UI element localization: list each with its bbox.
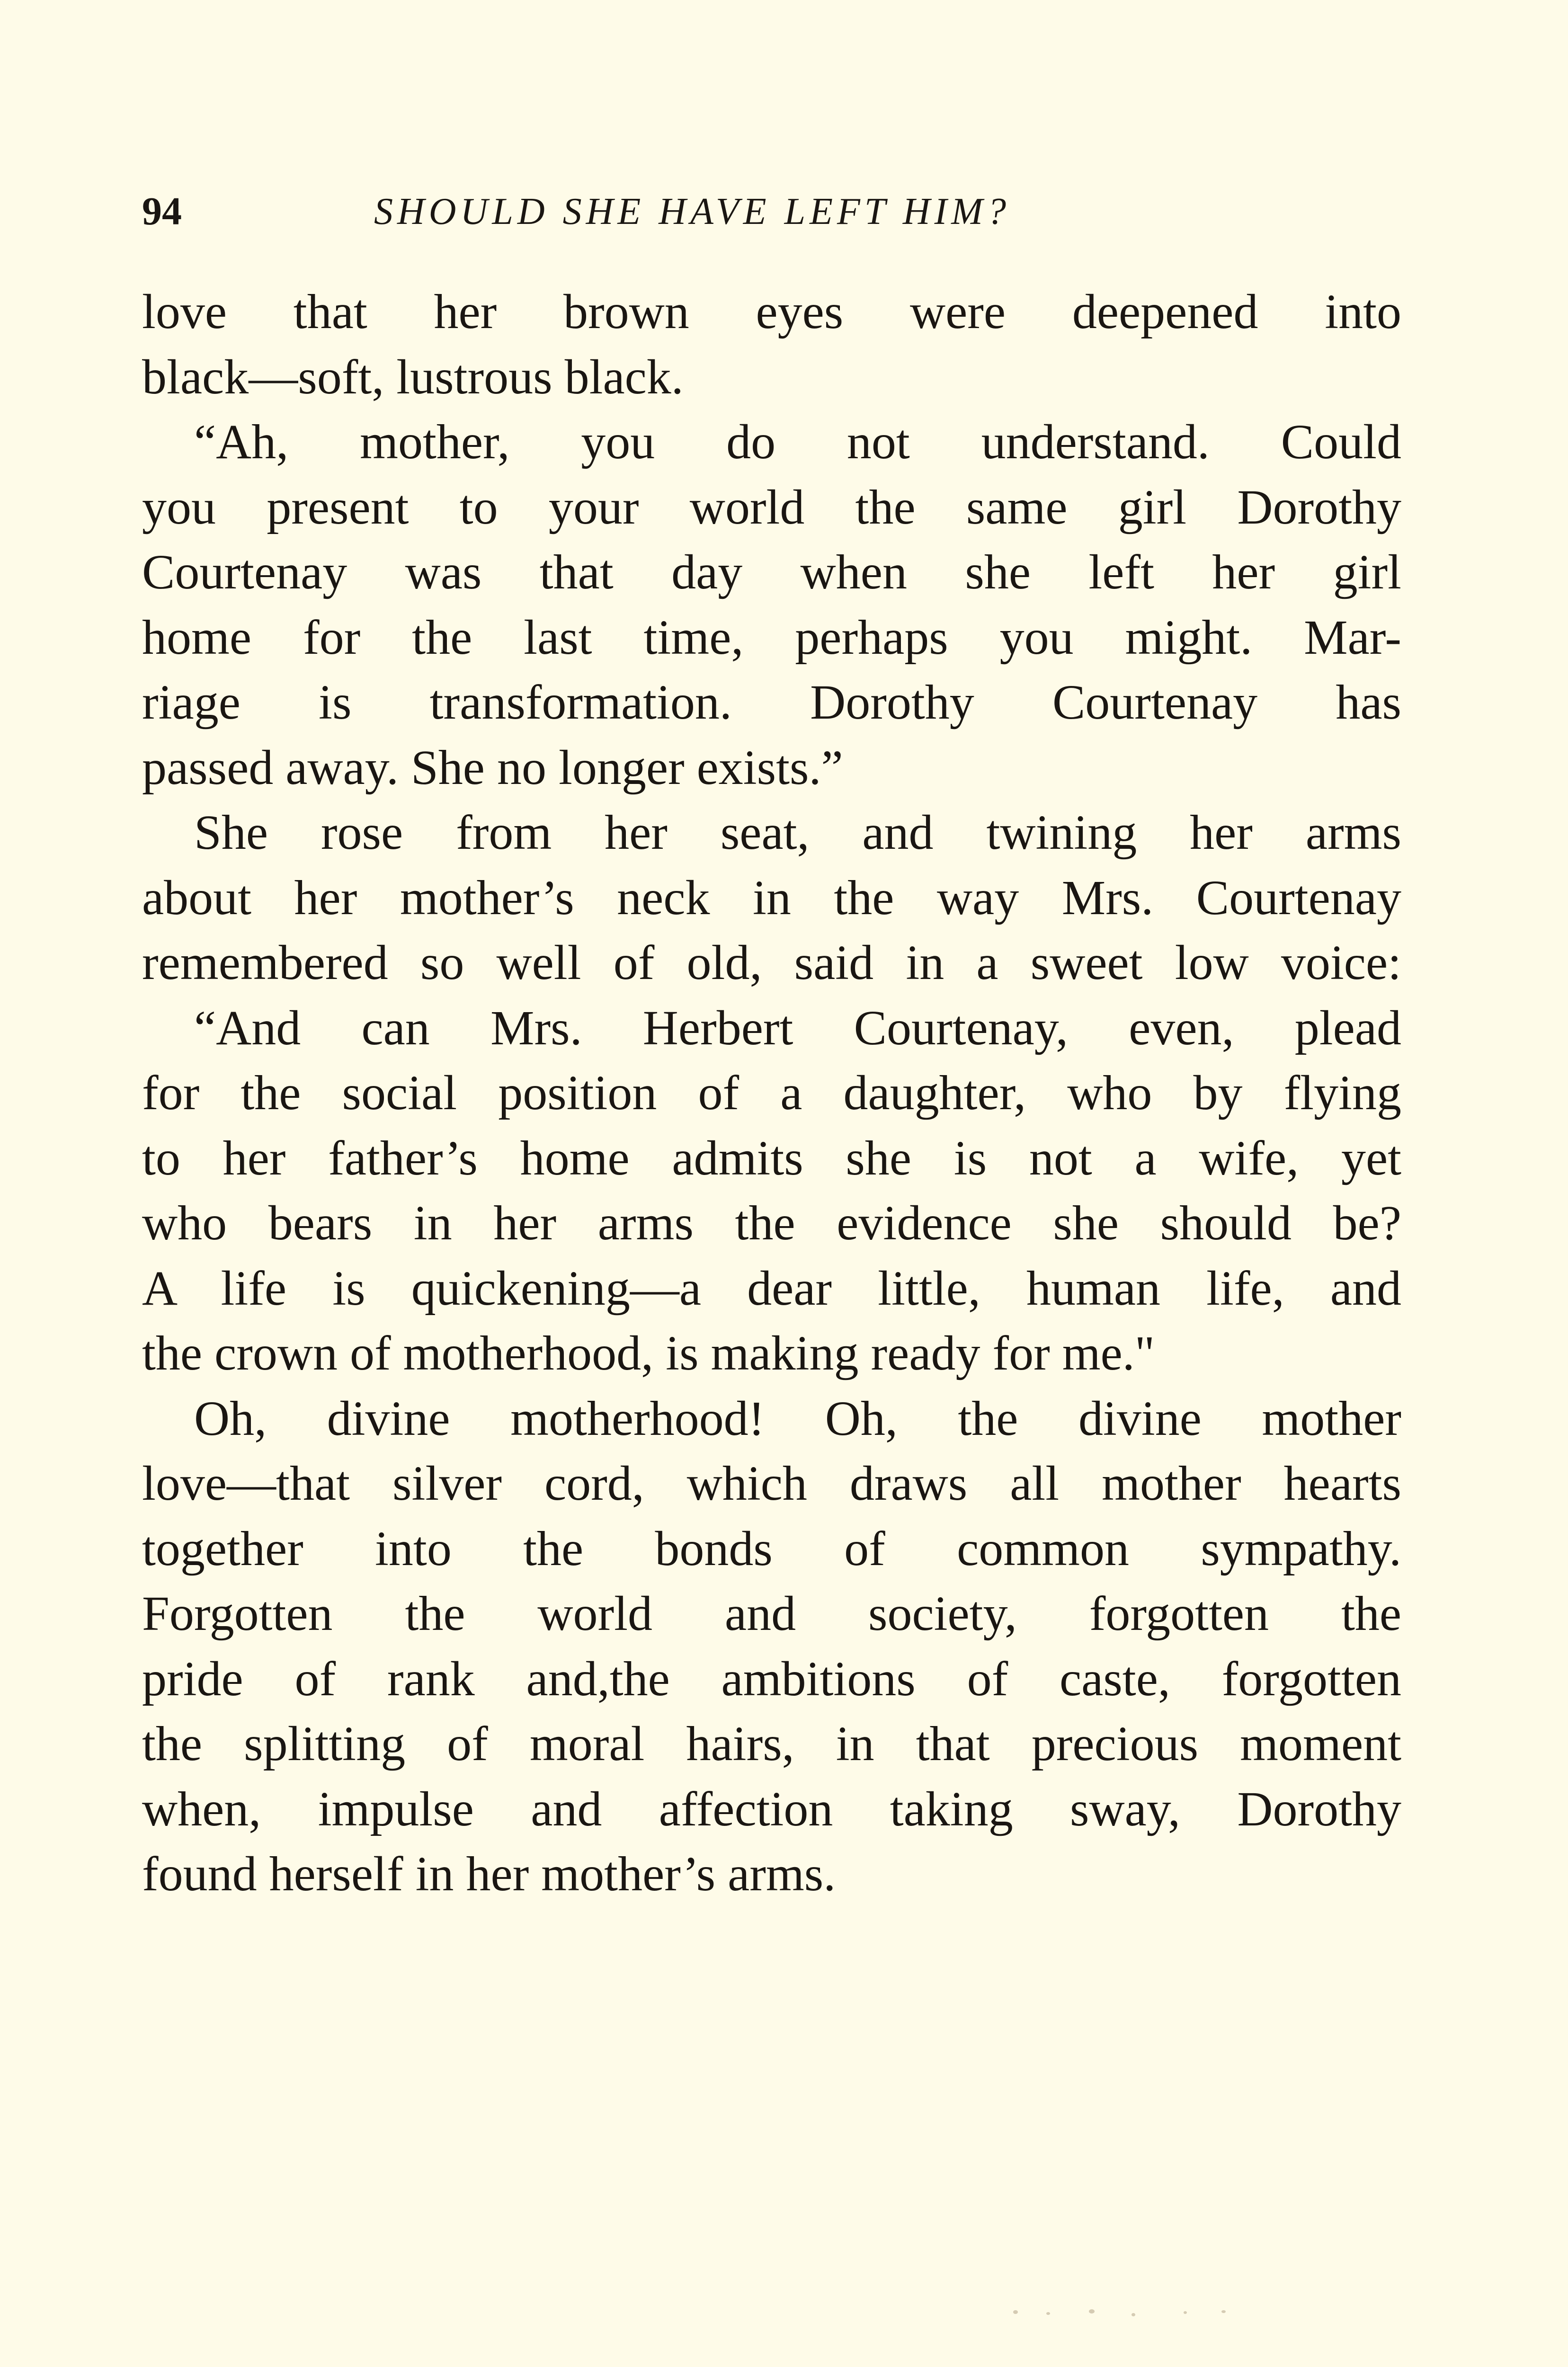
text-line: who bears in her arms the evidence she should be? xyxy=(142,1196,1401,1250)
text-line: remembered so well of old, said in a sweet low voice: xyxy=(142,935,1401,990)
text-line: black—soft, lustrous black. xyxy=(142,349,684,404)
paper-speck xyxy=(1046,2312,1050,2315)
text-line: when, impulse and affection taking sway, Dorothy xyxy=(142,1781,1401,1836)
text-line: passed away. She no longer exists.” xyxy=(142,740,843,795)
text-line: “Ah, mother, you do not understand. Could xyxy=(194,415,1401,469)
text-line: Courtenay was that day when she left her girl xyxy=(142,545,1401,599)
text-line: “And can Mrs. Herbert Courtenay, even, plead xyxy=(194,1000,1401,1055)
text-line: love—that silver cord, which draws all mother hearts xyxy=(142,1456,1401,1511)
text-line: She rose from her seat, and twining her arms xyxy=(194,805,1401,860)
running-title: SHOULD SHE HAVE LEFT HIM? xyxy=(374,191,1010,232)
text-line: for the social position of a daughter, who by flying xyxy=(142,1066,1401,1120)
paper-speck xyxy=(1131,2313,1135,2316)
text-line: riage is transformation. Dorothy Courtenay has xyxy=(142,675,1401,730)
text-line: together into the bonds of common sympathy. xyxy=(142,1521,1401,1576)
text-line: home for the last time, perhaps you might. Mar- xyxy=(142,610,1401,665)
paper-speck xyxy=(1013,2310,1018,2314)
text-line: A life is quickening—a dear little, human life, and xyxy=(142,1261,1401,1316)
text-line: found herself in her mother’s arms. xyxy=(142,1847,836,1901)
text-line: the crown of motherhood, is making ready for me." xyxy=(142,1326,1155,1380)
text-line: the splitting of moral hairs, in that precious moment xyxy=(142,1717,1401,1771)
text-line: you present to your world the same girl Dorothy xyxy=(142,480,1401,534)
paper-speck xyxy=(1221,2310,1226,2313)
text-line: love that her brown eyes were deepened into xyxy=(142,285,1401,339)
text-line: Forgotten the world and society, forgotten the xyxy=(142,1586,1401,1641)
running-head xyxy=(142,186,1401,238)
text-line: pride of rank and,the ambitions of caste, forgotten xyxy=(142,1651,1401,1706)
body-text xyxy=(142,279,1401,1907)
page-number: 94 xyxy=(142,189,182,233)
text-line: to her father’s home admits she is not a wife, yet xyxy=(142,1130,1401,1185)
paper-speck xyxy=(1089,2309,1095,2314)
text-line: about her mother’s neck in the way Mrs. Courtenay xyxy=(142,870,1401,925)
text-line: Oh, divine motherhood! Oh, the divine mother xyxy=(194,1391,1401,1446)
paper-speck xyxy=(1184,2311,1187,2314)
